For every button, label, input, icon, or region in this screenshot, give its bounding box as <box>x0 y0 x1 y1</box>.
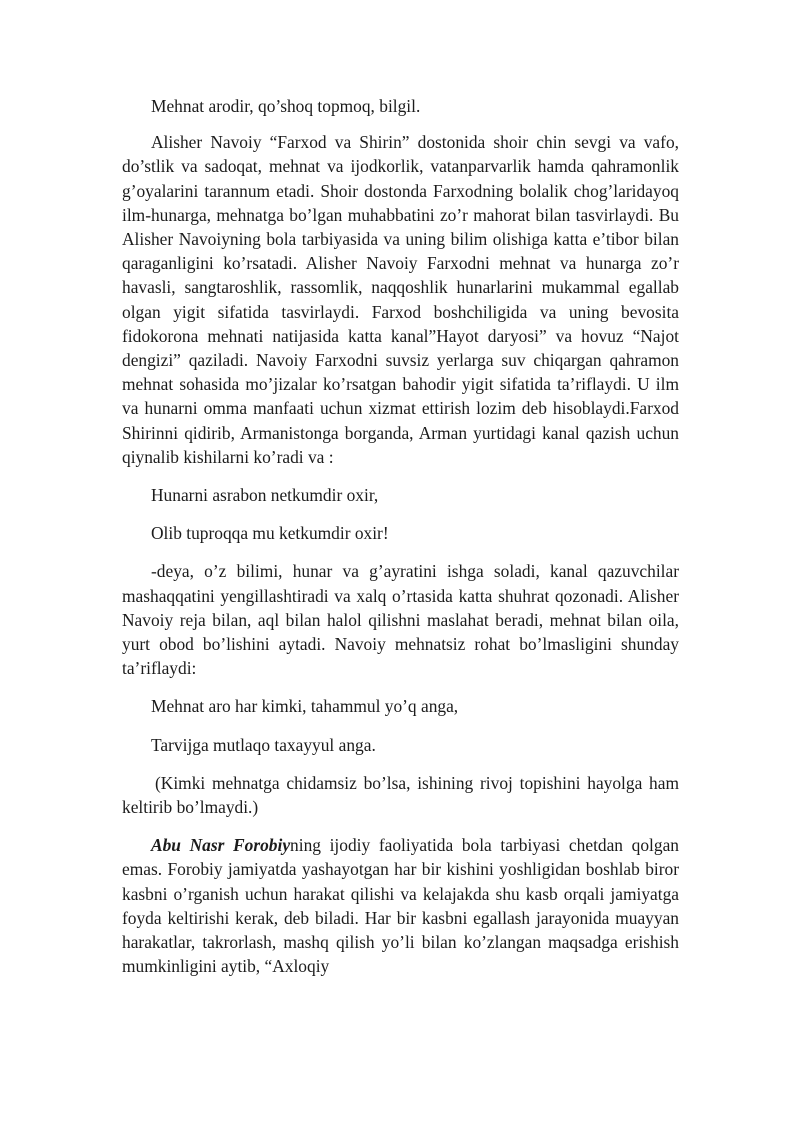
author-name-forobiy: Abu Nasr Forobiy <box>151 835 291 856</box>
paragraph-forobiy-text: ning ijodiy faoliyatida bola tarbiyasi chetdan qolgan emas. Forobiy jamiyatda yashayotgan har bir kishini yoshligidan boshlab biror kasbni o’rganish uchun harakat qilishi va kelajakda shu kasb orqali jamiyatga foyda keltirishi kerak, deb biladi. Har bir kasbni egallash jarayonida muayyan harakatlar, takrorlash, mashq qilish yo’li bilan ko’zlangan maqsadga erishish mumkinligini aytib, “Axloqiy <box>122 835 679 977</box>
paragraph-deya-oz-bilimi: -deya, o’z bilimi, hunar va g’ayratini ishga soladi, kanal qazuvchilar mashaqqatini yengillashtiradi va xalq o’rtasida katta shuhrat qozonadi. Alisher Navoiy reja bilan, aql bilan halol qilishni maslahat beradi, mehnat bilan oila, yurt obod bo’lishini aytadi. Navoiy mehnatsiz rohat bo’lmasligini shunday ta’riflaydi: <box>122 561 679 679</box>
verse-line-hunarni-asrabon: Hunarni asrabon netkumdir oxir, <box>151 485 379 506</box>
verse-line-olib-tuproqqa: Olib tuproqqa mu ketkumdir oxir! <box>151 523 389 544</box>
verse-line-mehnat-aro: Mehnat aro har kimki, tahammul yo’q anga, <box>151 696 459 717</box>
verse-line-tarvijga: Tarvijga mutlaqo taxayyul anga. <box>151 734 376 755</box>
paragraph-forobiy <box>122 833 679 978</box>
document-body <box>122 94 679 979</box>
paragraph-farxod-va-shirin: Alisher Navoiy “Farxod va Shirin” dostonida shoir chin sevgi va vafo, do’stlik va sadoqat, mehnat va ijodkorlik, vatanparvarlik hamda qahramonlik g’oyalarini tarannum etadi. Shoir dostonda Farxodning bolalik chog’laridayoq ilm-hunarga, mehnatga bo’lgan muhabbatini zo’r mahorat bilan tasvirlaydi. Bu Alisher Navoiyning bola tarbiyasida va uning bilim olishiga katta e’tibor bilan qaraganligini ko’rsatadi. Alisher Navoiy Farxodni mehnat va hunarga zo’r havasli, sangtaroshlik, rassomlik, naqqoshlik hunarlarini mukammal egallab olgan yigit sifatida tasvirlaydi. Farxod boshchiligida va uning bevosita fidokorona mehnati natijasida katta kanal”Hayot daryosi” va hovuz “Najot dengizi” qaziladi. Navoiy Farxodni suvsiz yerlarga suv chiqargan qahramon mehnat sohasida mo’jizalar ko’rsatgan bahodir yigit sifatida ta’riflaydi. U ilm va hunarni omma manfaati uchun xizmat ettirish lozim deb hisoblaydi.Farxod Shirinni qidirib, Armanistonga borganda, Arman yurtidagi kanal qazish uchun qiynalib kishilarni ko’radi va : <box>122 132 679 467</box>
verse-line-mehnat-arodir: Mehnat arodir, qo’shoq topmoq, bilgil. <box>151 96 421 116</box>
paragraph-translation-kimki: (Kimki mehnatga chidamsiz bo’lsa, ishining rivoj topishini hayolga ham keltirib bo’lmaydi.) <box>122 772 679 818</box>
